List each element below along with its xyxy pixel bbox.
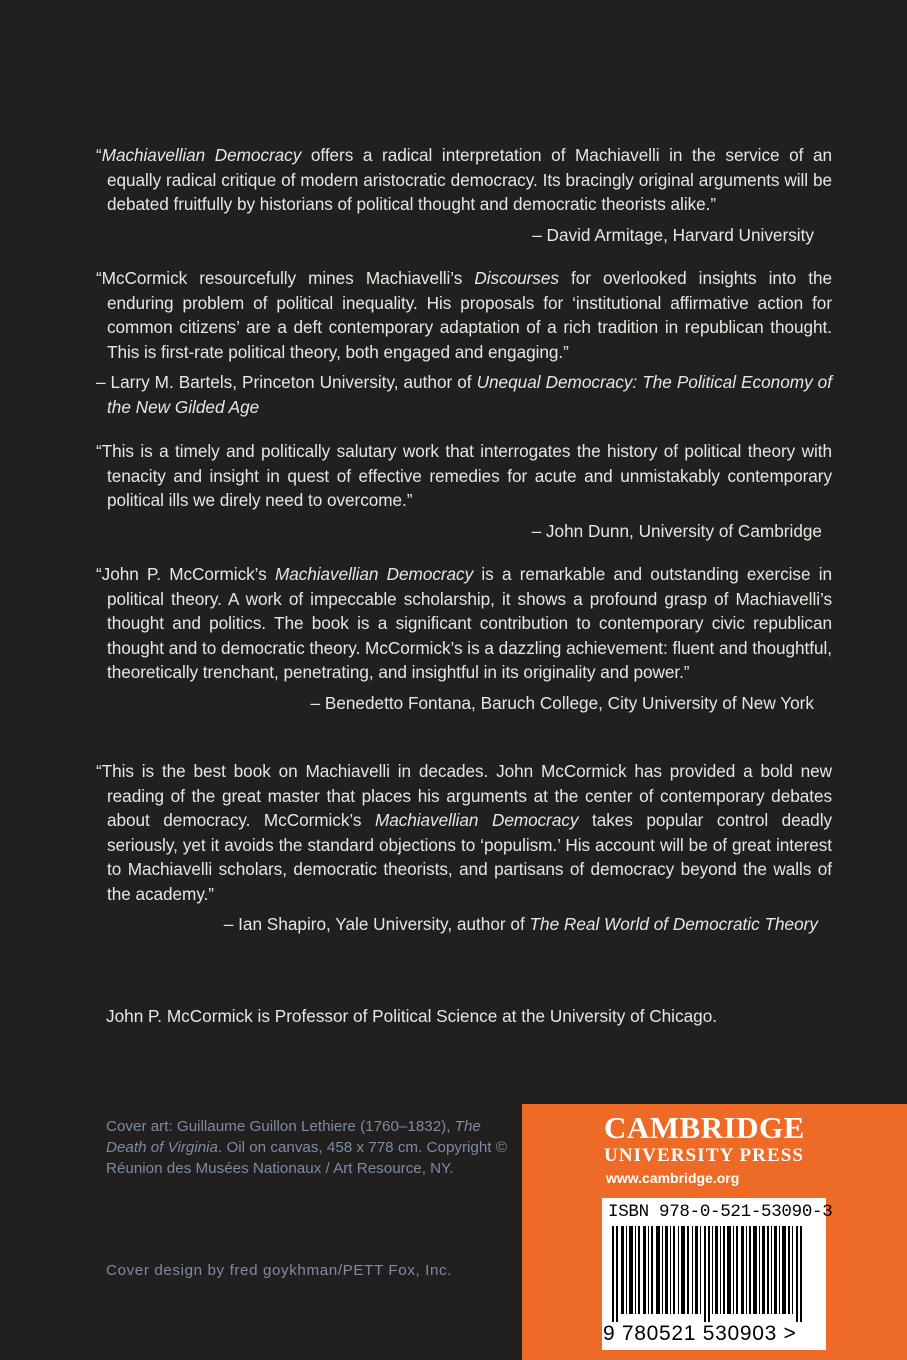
blurb-quote <box>96 759 832 906</box>
book-title-italic: The Real World of Democratic Theory <box>529 914 818 934</box>
cover-design-credit: Cover design by fred goykhman/PETT Fox, Inc. <box>106 1262 453 1279</box>
publisher-logo-name: CAMBRIDGE <box>604 1110 805 1145</box>
barcode-icon <box>612 1226 816 1322</box>
publisher-url: www.cambridge.org <box>606 1170 740 1186</box>
book-title-italic: Machiavellian Democracy <box>101 145 302 165</box>
blurb-attribution <box>96 370 832 419</box>
attribution-text: – Larry M. Bartels, Princeton University, author of <box>96 372 477 392</box>
blurb-attribution: – David Armitage, Harvard University <box>532 224 814 245</box>
quote-text: is a remarkable and outstanding exercise in political theory. A work of impeccable scholarship, it shows a profound grasp of Machiavelli’s thought and politics. The book is a significant contribution to contemporary civic republican thought and to democratic theory. McCormick’s is a dazzling achievement: fluent and thoughtful, theoretically trenchant, penetrating, and insightful in its originality and power.” <box>107 564 833 682</box>
isbn-number: ISBN 978-0-521-53090-3 <box>608 1202 833 1222</box>
blurb-attribution <box>96 912 832 937</box>
blurb-attribution: – Benedetto Fontana, Baruch College, City University of New York <box>310 692 814 713</box>
blurb-shapiro <box>96 759 832 937</box>
quote-text: takes popular control deadly seriously, yet it avoids the standard objections to ‘populism.’ His account will be of great interest to Machiavelli scholars, democratic theorists, and partisans of democracy beyond the walls of the academy.” <box>107 810 833 904</box>
book-title-italic: Unequal Democracy: The Political Economy of the New Gilded Age <box>107 372 832 417</box>
quote-text: “McCormick resourcefully mines Machiavelli’s <box>96 268 475 288</box>
blurb-fontana <box>96 562 832 715</box>
quote-text: “ <box>96 145 102 165</box>
cover-art-credit <box>106 1116 516 1179</box>
book-title-italic: Machiavellian Democracy <box>274 564 474 584</box>
credit-text: Cover art: Guillaume Guillon Lethiere (1760–1832), <box>106 1118 455 1135</box>
blurb-quote: “This is a timely and politically salutary work that interrogates the history of political theory with tenacity and insight in quest of effective remedies for acute and unmistakably contemporary political ills we direly need to overcome.” <box>96 441 832 510</box>
barcode-digits: 9 780521 530903 > <box>603 1322 797 1345</box>
artwork-title: The Death of Virginia <box>106 1118 481 1156</box>
publisher-logo-subname: UNIVERSITY PRESS <box>604 1145 805 1166</box>
quote-text: “John P. McCormick’s <box>96 564 275 584</box>
book-title-italic: Machiavellian Democracy <box>374 810 579 830</box>
blurb-dunn <box>96 439 832 543</box>
book-title-italic: Discourses <box>474 268 559 288</box>
blurb-quote <box>96 562 832 685</box>
quote-text: for overlooked insights into the enduring problem of political inequality. His proposals for ‘institutional affirmative action for common citizens’ are a deft contemporary adaptation of a rich tradition in republican thought. This is first-rate political theory, both engaged and engaging.” <box>107 268 833 362</box>
publisher-panel <box>522 1104 907 1360</box>
blurb-quote <box>96 266 832 364</box>
barcode-label <box>602 1198 833 1350</box>
quote-text: offers a radical interpretation of Machiavelli in the service of an equally radical critique of modern aristocratic democracy. Its bracingly original arguments will be debated fruitfully by historians of political thought and democratic theorists alike.” <box>107 145 833 214</box>
blurb-quote <box>96 143 832 217</box>
author-bio: John P. McCormick is Professor of Political Science at the University of Chicago. <box>106 1006 718 1026</box>
blurb-bartels <box>96 266 832 419</box>
attribution-text: – Ian Shapiro, Yale University, author of <box>223 914 530 934</box>
credit-text: . Oil on canvas, 458 x 778 cm. Copyright © Réunion des Musées Nationaux / Art Resource, NY. <box>106 1139 507 1177</box>
blurb-armitage <box>96 143 832 247</box>
quote-text: “This is the best book on Machiavelli in decades. John McCormick has provided a bold new reading of the great master that places his arguments at the center of contemporary debates about democracy. McCormick’s <box>96 761 832 830</box>
blurb-attribution: – John Dunn, University of Cambridge <box>531 520 822 541</box>
